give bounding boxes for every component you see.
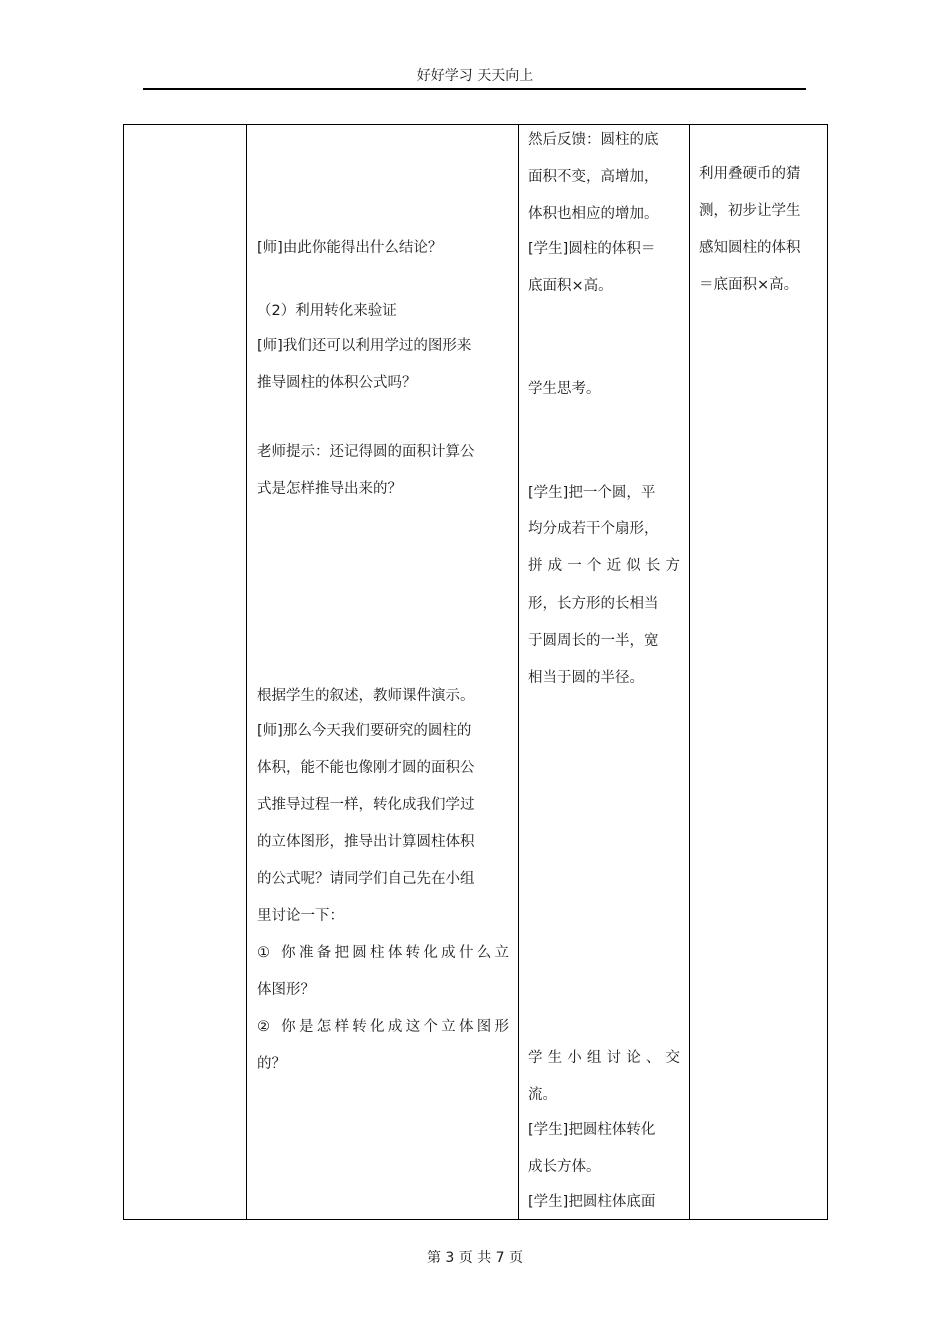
teacher-line: 推导圆柱的体积公式吗？ <box>257 375 417 391</box>
teacher-line: 体积，能不能也像刚才圆的面积公 <box>257 760 475 776</box>
student-line: 流。 <box>528 1087 557 1103</box>
teacher-line: 老师提示：还记得圆的面积计算公 <box>257 444 475 460</box>
teacher-line: ① 你准备把圆柱体转化成什么立 <box>257 945 509 961</box>
teacher-line: 式是怎样推导出来的？ <box>257 481 402 497</box>
student-line: 学生小组讨论、交 <box>528 1050 680 1066</box>
student-line: [学生]把一个圆，平 <box>528 485 656 501</box>
student-line: 面积不变，高增加， <box>528 169 659 185</box>
teacher-line: （2）利用转化来验证 <box>257 303 397 319</box>
lesson-table <box>123 124 828 1220</box>
student-line: 形，长方形的长相当 <box>528 596 659 612</box>
teacher-line: 的？ <box>257 1056 286 1072</box>
teacher-line: [师]我们还可以利用学过的图形来 <box>257 338 472 354</box>
stage-cell <box>124 125 247 1220</box>
student-line: [学生]把圆柱体底面 <box>528 1194 656 1210</box>
student-line: 然后反馈：圆柱的底 <box>528 132 659 148</box>
design-intent-cell <box>690 125 828 1220</box>
teacher-line: [师]那么今天我们要研究的圆柱的 <box>257 723 472 739</box>
intent-line: 感知圆柱的体积 <box>699 240 801 256</box>
intent-line: 利用叠硬币的猜 <box>699 166 801 182</box>
student-line: 于圆周长的一半，宽 <box>528 633 659 649</box>
teacher-activity-cell <box>247 125 519 1220</box>
student-line: 底面积×高。 <box>528 278 613 294</box>
student-activity-cell <box>519 125 690 1220</box>
teacher-line: [师]由此你能得出什么结论？ <box>257 240 443 256</box>
student-line: 体积也相应的增加。 <box>528 206 659 222</box>
page-number: 第 3 页 共 7 页 <box>426 1250 524 1266</box>
teacher-line: 根据学生的叙述，教师课件演示。 <box>257 688 475 704</box>
teacher-line: 里讨论一下： <box>257 908 344 924</box>
student-line: 拼成一个近似长方 <box>528 558 680 574</box>
intent-line: ＝底面积×高。 <box>699 277 799 293</box>
teacher-line: 的公式呢？请同学们自己先在小组 <box>257 871 475 887</box>
header-divider <box>143 88 806 90</box>
teacher-line: 的立体图形，推导出计算圆柱体积 <box>257 834 475 850</box>
student-line: 学生思考。 <box>528 381 601 397</box>
student-line: [学生]把圆柱体转化 <box>528 1122 656 1138</box>
student-line: 相当于圆的半径。 <box>528 670 644 686</box>
intent-line: 测，初步让学生 <box>699 203 801 219</box>
teacher-line: 式推导过程一样，转化成我们学过 <box>257 797 475 813</box>
teacher-line: 体图形？ <box>257 982 315 998</box>
teacher-line: ② 你是怎样转化成这个立体图形 <box>257 1019 509 1035</box>
student-line: 成长方体。 <box>528 1159 601 1175</box>
table-row <box>124 125 828 1220</box>
student-line: [学生]圆柱的体积＝ <box>528 241 656 257</box>
page-header: 好好学习 天天向上 <box>416 68 534 84</box>
student-line: 均分成若干个扇形， <box>528 521 659 537</box>
